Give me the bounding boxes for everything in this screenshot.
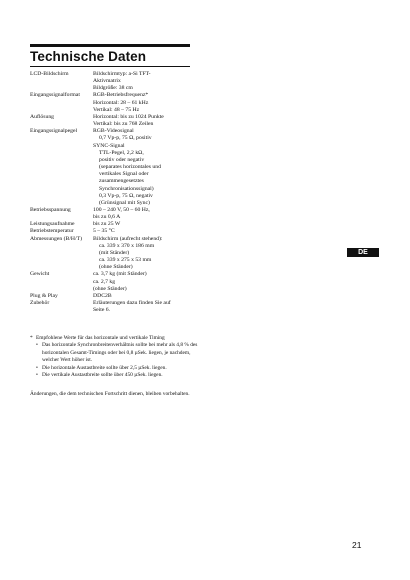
spec-value-line: Aktivmatrix [93, 78, 121, 85]
footnote-intro-row [30, 335, 200, 342]
spec-values [93, 236, 280, 272]
bullet-icon: • [36, 372, 38, 379]
spec-label: Zubehör [30, 300, 50, 306]
spec-label: Betriebsspannung [30, 206, 71, 213]
spec-value-line: DDC2B [93, 292, 112, 299]
footnote-bullet-text: Die horizontale Austastbreite sollte über 2,5 µSek. liegen. [42, 364, 167, 371]
spec-row [30, 228, 280, 235]
page-title: Technische Daten [30, 49, 147, 64]
spec-value-line: Horizontal: bis zu 1024 Punkte [93, 113, 164, 120]
spec-value-line: Vertikal: 48 – 75 Hz [93, 106, 140, 113]
spec-row [30, 221, 280, 228]
spec-values [93, 114, 280, 128]
spec-value-line: (separates horizontales und [99, 164, 161, 171]
footnote-bullet-item [30, 365, 200, 372]
spec-row [30, 293, 280, 300]
footnote [30, 335, 200, 379]
spec-value-line: (mit Ständer) [99, 249, 130, 256]
spec-value-line: Bildgröße: 38 cm [93, 85, 133, 92]
footnote-bullet-text: Das horizontale Synchronbreitenverhältnis sollte bei mehr als 4,8 % des horizontalen Gesamt-Timings oder bei 0,8 µSek. liegen, je nachdem, welcher Wert höher ist. [42, 342, 198, 364]
spec-label: Eingangssignalpegel [30, 128, 78, 135]
footnote-bullet-text: Die vertikale Austastbreite sollte über 450 µSek. liegen. [42, 372, 163, 379]
spec-row [30, 207, 280, 221]
spec-row [30, 300, 280, 314]
spec-value-line: 0,7 Vp-p, 75 Ω, positiv [99, 135, 152, 142]
spec-label: LCD-Bildschirm [30, 71, 69, 77]
spec-row [30, 114, 280, 128]
spec-values [93, 92, 280, 113]
spec-row [30, 71, 280, 92]
spec-value-line: Horizontal: 28 – 61 kHz [93, 99, 149, 106]
spec-values [93, 271, 280, 292]
spec-label: Eingangssignalformat [30, 92, 80, 99]
spec-value-line: RGB-Betriebsfrequenz* [93, 92, 149, 99]
spec-values [93, 300, 280, 314]
spec-value-line: (Grünsignal mit Sync) [99, 199, 150, 206]
spec-label: Auflösung [30, 113, 55, 120]
spec-value-line: Bildschirm (aufrecht stehend): [93, 235, 163, 242]
page-number: 21 [352, 540, 362, 550]
spec-value-line: 5 – 35 °C [93, 228, 115, 235]
spec-value-line: ca. 339 x 275 x 53 mm [99, 257, 152, 264]
spec-row [30, 92, 280, 113]
spec-value-line: Erläuterungen dazu finden Sie auf [93, 300, 171, 306]
spec-value-line: bis zu 0,6 A [93, 214, 121, 221]
bullet-icon: • [36, 364, 38, 371]
spec-value-line: Synchronisationssignal) [99, 185, 154, 192]
change-notice: Änderungen, die dem technischen Fortschritt dienen, bleiben vorbehalten. [30, 391, 190, 397]
spec-label: Gewicht [30, 271, 50, 278]
spec-value-line: TTL-Pegel, 2,2 kΩ, [99, 149, 144, 156]
spec-values [93, 71, 280, 92]
bullet-icon: • [36, 342, 38, 349]
spec-row [30, 271, 280, 292]
footnote-bullet-list [30, 342, 200, 379]
spec-value-line: ca. 3,7 kg (mit Ständer) [93, 271, 147, 278]
title-underline [30, 66, 190, 67]
spec-label: Abmessungen (B/H/T) [30, 235, 82, 242]
spec-value-line: Vertikal: bis zu 768 Zeilen [93, 121, 154, 128]
footnote-bullet-item [30, 342, 200, 364]
spec-values [93, 228, 280, 235]
spec-value-line: 0,3 Vp-p, 75 Ω, negativ [99, 192, 153, 199]
spec-value-line: (ohne Ständer) [93, 285, 127, 292]
footnote-bullet-item [30, 372, 200, 379]
spec-value-line: 100 – 240 V, 50 – 60 Hz, [93, 206, 150, 213]
language-tab: DE [347, 248, 379, 257]
spec-value-line: Seite 6. [93, 307, 111, 314]
spec-value-line: ca. 339 x 370 x 186 mm [99, 242, 155, 249]
footnote-intro: Empfohlene Werte für das horizontale und vertikale Timing [36, 335, 165, 341]
spec-value-line: ca. 2,7 kg [93, 278, 116, 285]
spec-values [93, 207, 280, 221]
spec-label: Plug & Play [30, 292, 58, 299]
spec-value-line: bis zu 25 W [93, 221, 121, 228]
spec-values [93, 221, 280, 228]
spec-value-line: Bildschirmtyp: a-Si TFT- [93, 71, 151, 77]
spec-values [93, 128, 280, 207]
spec-table [30, 71, 280, 314]
spec-value-line: vertikales Signal oder [99, 171, 149, 178]
spec-value-line: positiv oder negativ [99, 156, 145, 163]
spec-value-line: (ohne Ständer) [99, 264, 133, 271]
spec-label: Betriebstemperatur [30, 228, 74, 235]
footnote-marker: * [30, 335, 33, 341]
spec-value-line: RGB-Videosignal [93, 128, 134, 135]
spec-values [93, 293, 280, 300]
spec-label: Leistungsaufnahme [30, 221, 75, 228]
spec-value-line: zusammengesetztes [99, 178, 144, 185]
spec-value-line: SYNC-Signal [93, 142, 125, 149]
spec-row [30, 236, 280, 272]
spec-row [30, 128, 280, 207]
title-top-rule [30, 44, 190, 47]
